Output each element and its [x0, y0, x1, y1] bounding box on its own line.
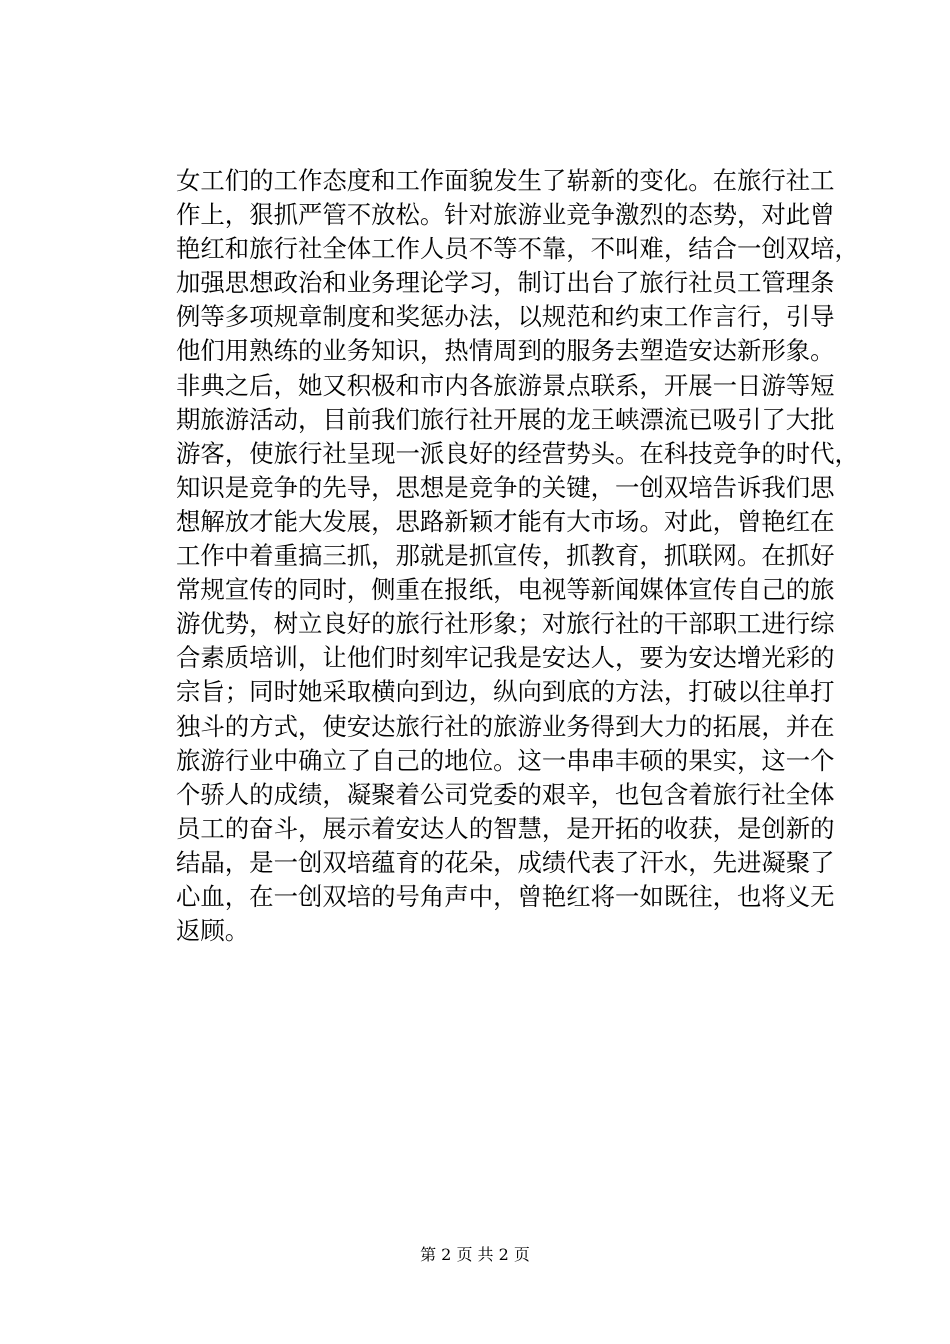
text-line: 加强思想政治和业务理论学习，制订出台了旅行社员工管理条 — [176, 268, 835, 298]
text-line: 独斗的方式，使安达旅行社的旅游业务得到大力的拓展，并在 — [176, 711, 835, 741]
text-line: 想解放才能大发展，思路新颖才能有大市场。对此，曾艳红在 — [176, 506, 835, 536]
text-line: 宗旨；同时她采取横向到边，纵向到底的方法，打破以往单打 — [176, 677, 835, 707]
text-line: 旅游行业中确立了自己的地位。这一串串丰硕的果实，这一个 — [176, 745, 835, 775]
text-line: 例等多项规章制度和奖惩办法，以规范和约束工作言行，引导 — [176, 302, 835, 332]
text-line: 他们用熟练的业务知识，热情周到的服务去塑造安达新形象。 — [176, 336, 835, 366]
text-line: 工作中着重搞三抓，那就是抓宣传，抓教育，抓联网。在抓好 — [176, 541, 835, 571]
text-line: 个骄人的成绩，凝聚着公司党委的艰辛，也包含着旅行社全体 — [176, 779, 835, 809]
text-line: 员工的奋斗，展示着安达人的智慧，是开拓的收获，是创新的 — [176, 813, 835, 843]
text-line: 艳红和旅行社全体工作人员不等不靠，不叫难，结合一创双培， — [176, 234, 859, 264]
text-line: 游优势，树立良好的旅行社形象；对旅行社的干部职工进行综 — [176, 609, 835, 639]
text-line: 女工们的工作态度和工作面貌发生了崭新的变化。在旅行社工 — [176, 166, 835, 195]
text-line: 作上，狠抓严管不放松。针对旅游业竞争激烈的态势，对此曾 — [176, 200, 835, 230]
text-line: 游客，使旅行社呈现一派良好的经营势头。在科技竞争的时代， — [176, 438, 859, 468]
text-line: 常规宣传的同时，侧重在报纸，电视等新闻媒体宣传自己的旅 — [176, 575, 835, 605]
text-line: 返顾。 — [176, 916, 250, 946]
text-line: 结晶，是一创双培蕴育的花朵，成绩代表了汗水，先进凝聚了 — [176, 847, 835, 877]
text-line: 非典之后，她又积极和市内各旅游景点联系，开展一日游等短 — [176, 370, 835, 400]
text-line: 合素质培训，让他们时刻牢记我是安达人，要为安达增光彩的 — [176, 643, 835, 673]
text-line: 期旅游活动，目前我们旅行社开展的龙王峡漂流已吸引了大批 — [176, 404, 835, 434]
body-paragraph — [176, 164, 859, 948]
page-number-footer: 第 2 页 共 2 页 — [420, 1245, 530, 1264]
text-line: 知识是竞争的先导，思想是竞争的关键，一创双培告诉我们思 — [176, 472, 835, 502]
text-line: 心血，在一创双培的号角声中，曾艳红将一如既往，也将义无 — [176, 881, 835, 911]
